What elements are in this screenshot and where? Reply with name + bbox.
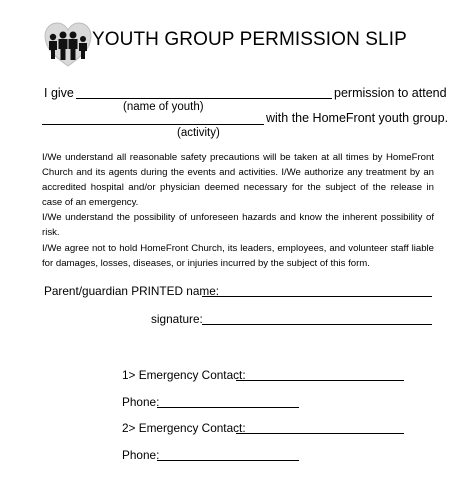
printed-name-field[interactable] (202, 296, 432, 297)
phone-1-label: Phone: (122, 395, 160, 409)
youth-name-caption: (name of youth) (123, 101, 204, 113)
emergency-contact-2-field[interactable] (236, 433, 404, 434)
permission-label: permission to attend (334, 86, 447, 100)
liability-paragraph: I/We agree not to hold HomeFront Church, its leaders, employees, and volunteer staff liable for damages, losses, diseases, or injuries incurred by the subject of this form. (42, 242, 434, 269)
hazard-paragraph: I/We understand the possibility of unforeseen hazards and know the inherent possibility of risk. (42, 212, 434, 239)
activity-caption: (activity) (177, 127, 220, 139)
page-title: YOUTH GROUP PERMISSION SLIP (92, 29, 407, 50)
signature-field[interactable] (202, 324, 432, 325)
safety-paragraph: I/We understand all reasonable safety precautions will be taken at all times by HomeFront Church and its agents during the events and activities. I/We authorize any treatment by an accredited hospital and/or physician deemed necessary for the subject of the release in case of an emergency. (42, 152, 434, 209)
phone-1-field[interactable] (157, 407, 299, 408)
youth-name-field[interactable] (76, 98, 332, 99)
emergency-contact-2-label: 2> Emergency Contact: (122, 421, 246, 435)
activity-field[interactable] (42, 124, 264, 125)
release-text (42, 150, 434, 271)
homefront-label: with the HomeFront youth group. (266, 111, 449, 125)
printed-name-label: Parent/guardian PRINTED name: (44, 284, 220, 298)
phone-2-label: Phone: (122, 448, 160, 462)
signature-label: signature: (151, 312, 203, 326)
family-heart-logo-icon (44, 22, 92, 68)
give-label: I give (44, 86, 74, 100)
phone-2-field[interactable] (157, 460, 299, 461)
emergency-contact-1-label: 1> Emergency Contact: (122, 368, 246, 382)
emergency-contact-1-field[interactable] (236, 380, 404, 381)
